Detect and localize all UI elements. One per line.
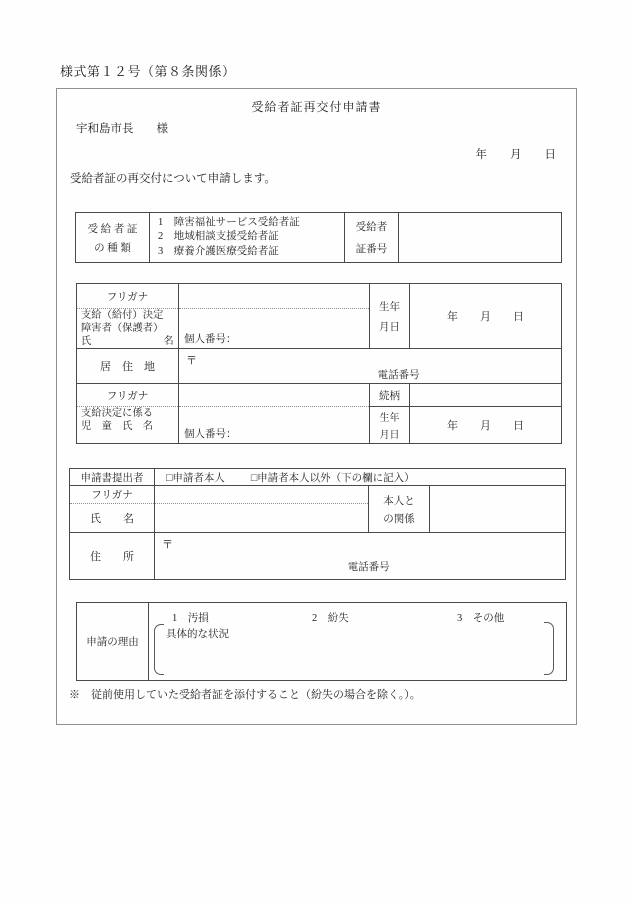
recipient-furigana-label: フリガナ — [77, 284, 178, 309]
certificate-type-option: 2 地域相談支援受給者証 — [158, 231, 279, 243]
form-title: 受給者証再交付申請書 — [251, 100, 382, 114]
submitter-name-field — [155, 486, 369, 532]
phone-label: 電話番号 — [347, 562, 390, 573]
form-number: 様式第１２号（第８条関係） — [60, 64, 236, 79]
submitter-address-row — [70, 533, 565, 579]
reason-option: 2 紛失 — [312, 613, 349, 624]
submitter-table — [69, 468, 566, 580]
child-birthdate-row — [370, 407, 561, 443]
recipient-name-label-cell — [77, 284, 179, 348]
certificate-number-field — [399, 213, 561, 262]
certificate-type-label-line: の 種 類 — [94, 242, 131, 254]
relation-to-person-field — [430, 486, 565, 532]
recipient-table — [76, 283, 562, 444]
child-furigana-label: フリガナ — [77, 384, 178, 407]
reason-label: 申請の理由 — [77, 603, 149, 680]
reason-options-cell — [149, 603, 566, 680]
address-label: 住 所 — [70, 533, 155, 579]
phone-label: 電話番号 — [377, 370, 420, 381]
detail-bracket-right — [544, 622, 554, 675]
child-name-label-cell — [77, 384, 179, 443]
checkbox-applicant-other: □申請者本人以外（下の欄に記入） — [250, 472, 415, 484]
residence-field — [179, 349, 561, 383]
child-birthdate-label: 生年 月日 — [370, 407, 410, 443]
relation-label: 続柄 — [370, 384, 410, 406]
footnote: ※ 従前使用していた受給者証を添付すること（紛失の場合を除く。）。 — [69, 689, 421, 701]
recipient-furigana-field — [179, 284, 369, 309]
checkbox-applicant-self: □申請者本人 — [166, 472, 225, 484]
submitter-name-row — [70, 486, 565, 533]
intro-text: 受給者証の再交付について申請します。 — [70, 173, 276, 185]
recipient-name-label: 支給（給付）決定 障害者（保護者） 氏 名 — [81, 310, 174, 347]
certificate-number-label-line: 受給者 — [355, 222, 388, 233]
child-birthdate-field: 年 月 日 — [447, 420, 524, 432]
certificate-type-label — [76, 213, 150, 262]
submitter-checkboxes — [155, 469, 565, 485]
recipient-name-field — [179, 284, 370, 348]
child-personal-number-label: 個人番号： — [184, 429, 237, 440]
child-right-section — [370, 384, 561, 443]
certificate-type-option: 3 療養介護医療受給者証 — [158, 245, 279, 257]
reason-option: 1 汚損 — [172, 613, 209, 624]
reason-table — [76, 602, 567, 681]
child-furigana-field — [179, 384, 369, 407]
personal-number-label: 個人番号： — [184, 334, 237, 345]
certificate-type-label-line: 受 給 者 証 — [87, 223, 138, 235]
certificate-number-label — [345, 213, 399, 262]
date-line: 年 月 日 — [475, 149, 556, 161]
address-field — [155, 533, 565, 579]
submitter-header-row — [70, 469, 565, 486]
residence-label: 居 住 地 — [77, 349, 179, 383]
submitter-furigana-field — [155, 486, 368, 504]
form-frame — [56, 88, 577, 725]
child-name-row — [77, 384, 561, 443]
relation-row — [370, 384, 561, 407]
reason-option: 3 その他 — [457, 613, 505, 624]
submitter-name-label: 氏 名 — [90, 513, 134, 526]
certificate-number-label-line: 証番号 — [355, 244, 388, 255]
certificate-type-table — [75, 212, 562, 263]
birthdate-label: 生年 月日 — [370, 284, 410, 348]
postal-mark: 〒 — [186, 355, 197, 367]
certificate-type-option: 1 障害福祉サービス受給者証 — [158, 217, 300, 228]
postal-mark: 〒 — [162, 539, 173, 552]
relation-to-person-label: 本人と の関係 — [369, 486, 430, 532]
submitter-name-label-cell — [70, 486, 155, 532]
recipient-name-row — [77, 284, 561, 349]
submitter-furigana-label: フリガナ — [70, 486, 154, 504]
detail-status-label: 具体的な状況 — [166, 629, 229, 640]
certificate-type-options — [150, 213, 345, 262]
child-name-label: 支給決定に係る 児 童 氏 名 — [81, 408, 154, 432]
residence-row — [77, 349, 561, 384]
addressee: 宇和島市長 様 — [76, 123, 168, 135]
submitter-label: 申請書提出者 — [70, 469, 155, 485]
birthdate-field: 年 月 日 — [447, 311, 524, 323]
child-name-field — [179, 384, 370, 443]
relation-field — [410, 384, 561, 406]
detail-bracket-left — [154, 624, 164, 675]
